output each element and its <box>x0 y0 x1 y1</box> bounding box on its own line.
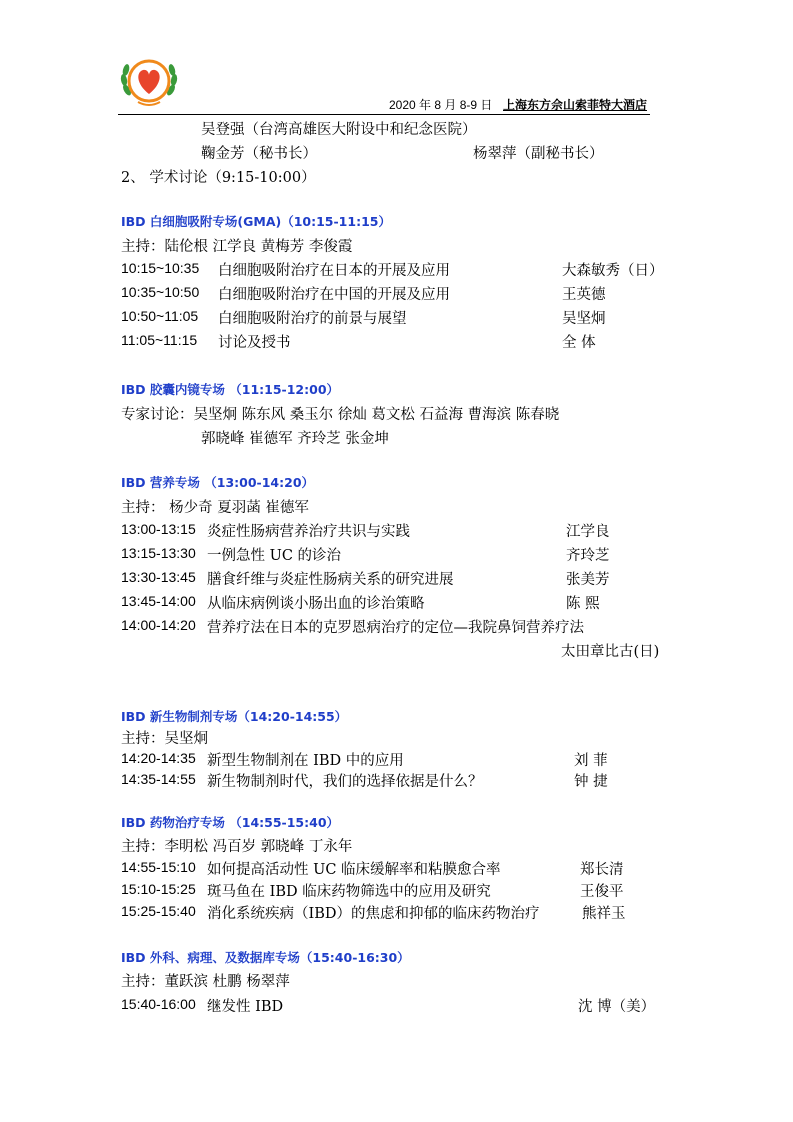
row-speaker: 王英德 <box>562 287 606 303</box>
row-speaker: 刘 菲 <box>574 753 608 769</box>
row-speaker: 太田章比古(日) <box>561 644 660 660</box>
row-speaker: 郑长清 <box>580 862 624 878</box>
section-title-capsule: IBD 胶囊内镜专场 （11:15-12:00） <box>121 382 340 397</box>
discussion-item: 2、 学术讨论（9:15-10:00） <box>121 170 316 186</box>
row-speaker: 熊祥玉 <box>582 906 626 922</box>
row-time: 11:05~11:15 <box>121 332 198 348</box>
row-topic: 新型生物制剂在 IBD 中的应用 <box>207 753 404 769</box>
section-hosts: 专家讨论：吴坚炯 陈东风 桑玉尔 徐灿 葛文松 石益海 曹海滨 陈春晓 <box>121 407 560 423</box>
section-hosts: 主持：吴坚炯 <box>121 731 208 747</box>
row-time: 15:40-16:00 <box>121 996 196 1012</box>
row-topic: 消化系统疾病（IBD）的焦虑和抑郁的临床药物治疗 <box>207 906 540 922</box>
row-time: 14:00-14:20 <box>121 617 196 633</box>
row-topic: 一例急性 UC 的诊治 <box>207 548 342 564</box>
section-hosts: 主持：陆伦根 江学良 黄梅芳 李俊霞 <box>121 239 353 255</box>
society-logo <box>118 54 180 110</box>
row-topic: 白细胞吸附治疗的前景与展望 <box>218 311 407 327</box>
row-time: 13:30-13:45 <box>121 569 196 585</box>
deputy-secretary: 杨翠萍（副秘书长） <box>473 146 604 162</box>
row-topic: 新生物制剂时代，我们的选择依据是什么？ <box>207 774 483 790</box>
row-time: 14:55-15:10 <box>121 859 196 875</box>
row-topic: 继发性 IBD <box>207 999 284 1015</box>
section-hosts: 主持：董跃滨 杜鹏 杨翠萍 <box>121 974 290 990</box>
row-speaker: 吴坚炯 <box>562 311 606 327</box>
row-time: 14:35-14:55 <box>121 771 196 787</box>
row-time: 14:20-14:35 <box>121 750 196 766</box>
row-time: 10:50~11:05 <box>121 308 199 324</box>
row-speaker: 王俊平 <box>580 884 624 900</box>
row-speaker: 沈 博（美） <box>578 999 656 1015</box>
row-topic: 营养疗法在日本的克罗恩病治疗的定位—我院鼻饲营养疗法 <box>207 620 584 636</box>
row-topic: 从临床病例谈小肠出血的诊治策略 <box>207 596 425 612</box>
row-time: 13:15-13:30 <box>121 545 196 561</box>
row-time: 13:45-14:00 <box>121 593 196 609</box>
committee-line: 吴登强（台湾高雄医大附设中和纪念医院） <box>201 122 477 138</box>
row-speaker: 钟 捷 <box>574 774 608 790</box>
row-topic: 斑马鱼在 IBD 临床药物筛选中的应用及研究 <box>207 884 491 900</box>
section-title-surgery: IBD 外科、病理、及数据库专场（15:40-16:30） <box>121 950 410 965</box>
row-time: 15:10-15:25 <box>121 881 196 897</box>
section-title-biologics: IBD 新生物制剂专场（14:20-14:55） <box>121 709 348 724</box>
row-speaker: 齐玲芝 <box>566 548 610 564</box>
row-speaker: 江学良 <box>566 524 610 540</box>
row-speaker: 全 体 <box>562 335 596 351</box>
row-speaker: 陈 熙 <box>566 596 600 612</box>
row-topic: 白细胞吸附治疗在日本的开展及应用 <box>218 263 450 279</box>
row-topic: 膳食纤维与炎症性肠病关系的研究进展 <box>207 572 454 588</box>
row-speaker: 张美芳 <box>566 572 610 588</box>
row-time: 10:35~10:50 <box>121 284 200 300</box>
section-title-nutrition: IBD 营养专场 （13:00-14:20） <box>121 475 315 490</box>
section-title-gma: IBD 白细胞吸附专场(GMA)（10:15-11:15） <box>121 214 391 229</box>
conference-venue: 上海东方佘山索菲特大酒店 <box>503 98 648 112</box>
header-divider <box>118 114 650 115</box>
row-topic: 炎症性肠病营养治疗共识与实践 <box>207 524 410 540</box>
row-time: 10:15~10:35 <box>121 260 200 276</box>
section-hosts-cont: 郭晓峰 崔德军 齐玲芝 张金坤 <box>201 431 389 447</box>
row-topic: 白细胞吸附治疗在中国的开展及应用 <box>218 287 450 303</box>
row-time: 15:25-15:40 <box>121 903 196 919</box>
section-hosts: 主持：李明松 冯百岁 郭晓峰 丁永年 <box>121 839 353 855</box>
row-time: 13:00-13:15 <box>121 521 196 537</box>
row-speaker: 大森敏秀（日） <box>562 263 664 279</box>
secretary: 鞠金芳（秘书长） <box>201 146 317 162</box>
conference-date: 2020 年 8 月 8-9 日 <box>389 98 493 112</box>
section-title-drug: IBD 药物治疗专场 （14:55-15:40） <box>121 815 340 830</box>
row-topic: 讨论及授书 <box>218 335 291 351</box>
row-topic: 如何提高活动性 UC 临床缓解率和粘膜愈合率 <box>207 862 501 878</box>
section-hosts: 主持： 杨少奇 夏羽菡 崔德军 <box>121 500 309 516</box>
